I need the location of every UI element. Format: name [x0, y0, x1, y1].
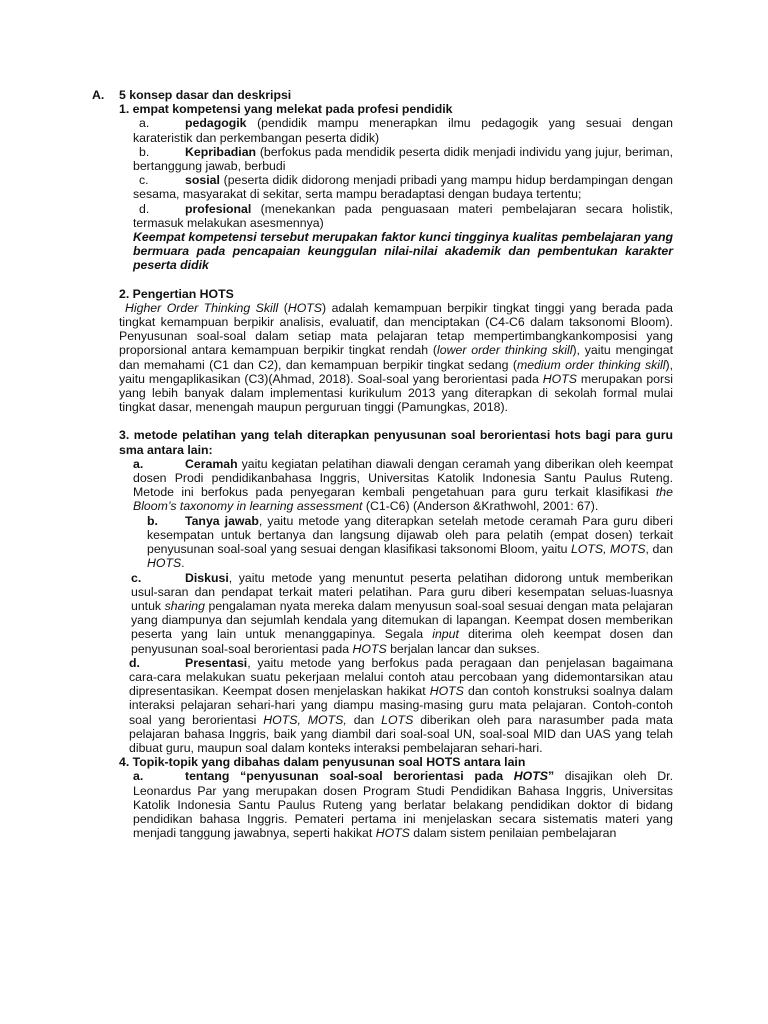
section-1-conclusion: Keempat kompetensi tersebut merupakan faktor kunci tingginya kualitas pembelajaran yang bermuara pada pencapaian keunggulan nilai-nilai akademik dan pembentukan karakter peserta didik	[133, 230, 673, 273]
list-item: b. Kepribadian (berfokus pada mendidik peserta didik menjadi individu yang jujur, beriman, bertanggung jawab, berbudi	[133, 144, 673, 174]
section-2-title: 2. Pengertian HOTS	[119, 286, 234, 301]
list-item: a. tentang “penyusunan soal-soal berorientasi pada HOTS” disajikan oleh Dr. Leonardus Par yang merupakan dosen Program Studi Pendidikan Bahasa Inggris, Universitas Katolik Indonesia Santu Paulus Ruteng yang berlatar belakang pendidikan doktor di bidang pendidikan bahasa Inggris. Pemateri pertama ini menjelaskan secara sistematis materi yang menjadi tanggung jawabnya, seperti hakikat HOTS dalam sistem penilaian pembelajaran	[133, 769, 673, 841]
list-item: a. pedagogik (pendidik mampu menerapkan ilmu pedagogik yang sesuai dengan karateristik dan perkembangan peserta didik)	[133, 116, 673, 145]
list-item: a. Ceramah yaitu kegiatan pelatihan diawali dengan ceramah yang diberikan oleh keempat dosen Prodi pendidikanbahasa Inggris, Universitas Katolik Indonesia Santu Paulus Ruteng. Metode ini berfokus pada penyegaran kembali pengetahuan para guru terkait klasifikasi the Bloom’s taxonomy in learning assessment (C1-C6) (Anderson &Krathwohl, 2001: 67).	[133, 456, 673, 514]
section-2-paragraph: Higher Order Thinking Skill (HOTS) adalah kemampuan berpikir tingkat tinggi yang berada pada tingkat kemampuan berpikir analisis, evaluatif, dan menciptakan (C4-C6 dalam taksonomi Bloom). Penyusunan soal-soal dalam setiap mata pelajaran tetap mempertimbangkankomposisi yang proporsional antara kemampuan berpikir tingkat rendah (lower order thinking skill), yaitu mengingat dan memahami (C1 dan C2), dan kemampuan berpikir tingkat sedang (medium order thinking skill), yaitu mengaplikasikan (C3)(Ahmad, 2018). Soal-soal yang berorientasi pada HOTS merupakan porsi yang lebih banyak dalam implementasi kurikulum 2013 yang diterapkan di sekolah formal mulai tingkat dasar, menengah maupun perguruan tinggi (Pamungkas, 2018).	[119, 300, 674, 415]
section-3-title: 3. metode pelatihan yang telah diterapkan penyusunan soal berorientasi hots bagi para guru sma antara lain:	[119, 428, 673, 457]
list-item: b. Tanya jawab, yaitu metode yang diterapkan setelah metode ceramah Para guru diberi kesempatan untuk bertanya dan langsung dijawab oleh para pelatih (empat dosen) terkait penyusunan soal-soal yang sesuai dengan klasifikasi taksonomi Bloom, yaitu LOTS, MOTS, dan HOTS.	[147, 513, 674, 571]
heading-a	[92, 88, 673, 102]
list-item: c. Diskusi, yaitu metode yang menuntut peserta pelatihan didorong untuk memberikan usul-saran dan pendapat terkait materi pelatihan. Para guru diberi kesempatan seluas-luasnya untuk sharing pengalaman nyata mereka dalam menyusun soal-soal sesuai dengan mata pelajaran yang diampunya dan sejumlah kendala yang ditemukan di lapangan. Keempat dosen memberikan peserta yang lain untuk menanggapinya. Segala input diterima oleh keempat dosen dan penyusunan soal-soal berorientasi pada HOTS berjalan lancar dan sukses.	[131, 570, 674, 656]
section-1-title: 1. empat kompetensi yang melekat pada profesi pendidik	[119, 102, 453, 117]
section-3	[119, 428, 673, 755]
list-item: d. profesional (menekankan pada penguasaan materi pembelajaran secara holistik, termasuk melakukan asesmennya)	[133, 201, 673, 230]
section-1	[119, 102, 673, 272]
section-4	[119, 755, 673, 840]
list-item: c. sosial (peserta didik didorong menjadi pribadi yang mampu hidup berdampingan dengan sesama, masyarakat di sekitar, serta mampu beradaptasi dengan budaya tertentu;	[133, 173, 673, 202]
heading-a-text: 5 konsep dasar dan deskripsi	[119, 88, 292, 102]
section-4-title: 4. Topik-topik yang dibahas dalam penyusunan soal HOTS antara lain	[119, 755, 526, 770]
list-item: d. Presentasi, yaitu metode yang berfokus pada peragaan dan penjelasan bagaimana cara-cara melakukan suatu pekerjaan melalui contoh atau percobaan yang didemontarsikan atau dipresentasikan. Keempat dosen menjelaskan hakikat HOTS dan contoh konstruksi soalnya dalam interaksi pelajaran sehari-hari yang diampu masing-masing guru mata pelajaran. Contoh-contoh soal yang berorientasi HOTS, MOTS, dan LOTS diberikan oleh para narasumber pada mata pelajaran bahasa Inggris, baik yang diambil dari soal-soal UN, soal-soal MID dan UAS yang telah dibuat guru, maupun soal dalam konteks interaksi pembelajaran sehari-hari.	[129, 655, 673, 755]
section-2	[119, 287, 673, 415]
heading-a-label: A.	[92, 88, 105, 102]
